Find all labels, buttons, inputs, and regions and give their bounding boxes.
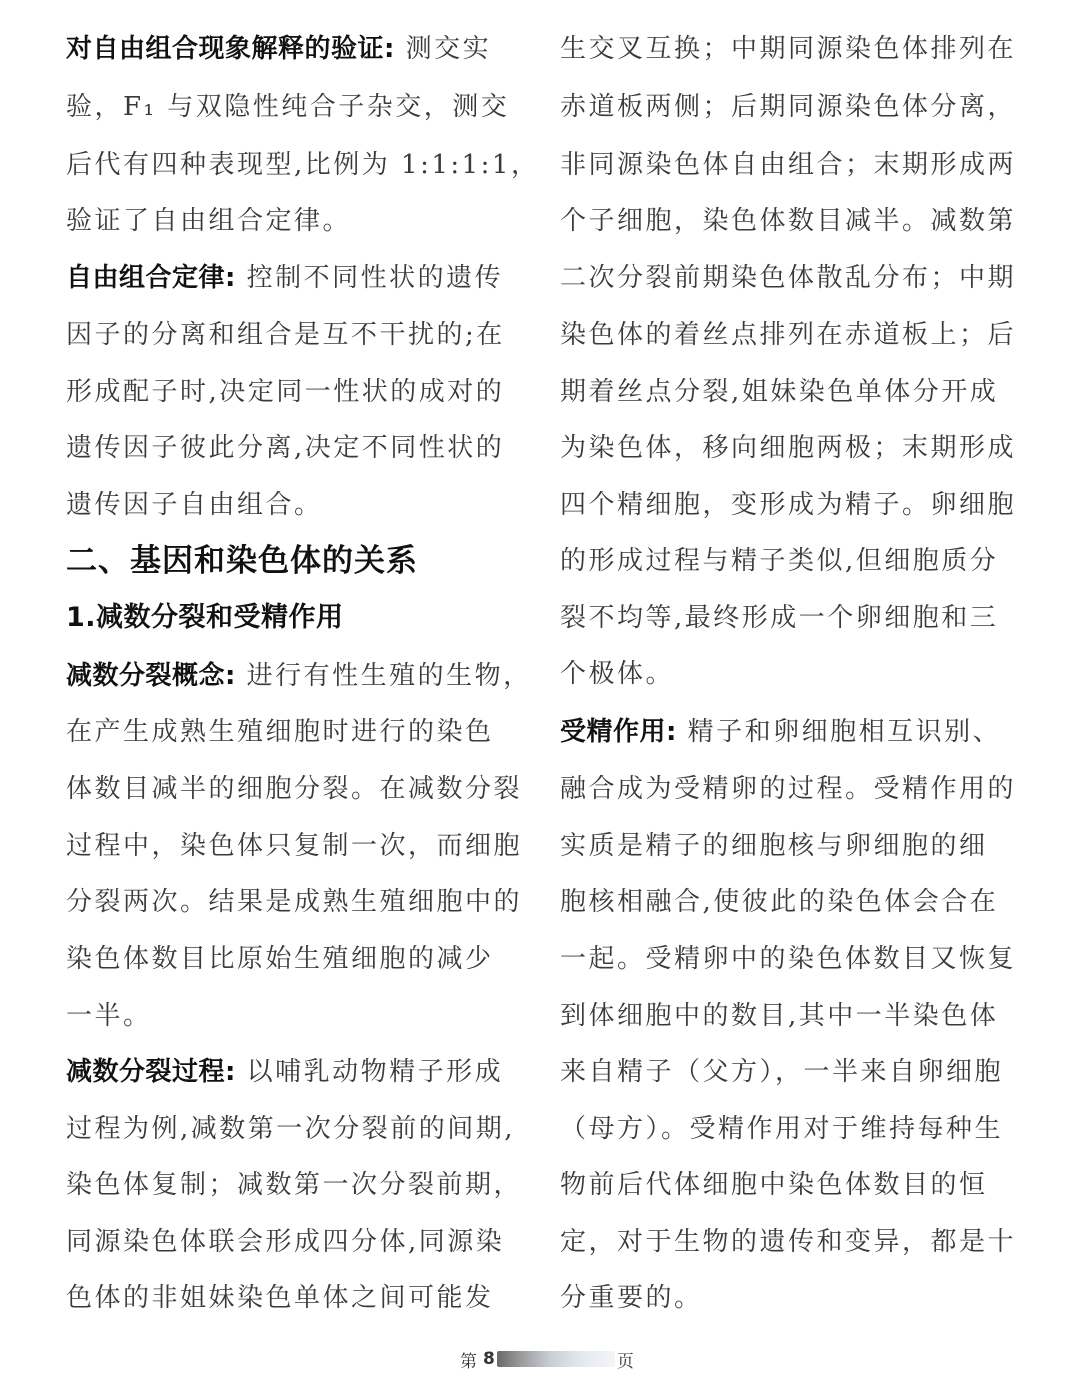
fert-line-8: （母方）。受精作用对于维持每种生 (560, 1114, 1004, 1144)
process-cont-line-6: 染色体的着丝点排列在赤道板上；后 (560, 320, 1017, 350)
section-title: 二、基因和染色体的关系 (66, 543, 418, 579)
fert-line-1: 受精作用: 精子和卵细胞相互识别、 (560, 717, 1002, 747)
page-footer (460, 1346, 634, 1372)
process-cont-line-11: 裂不均等,最终形成一个卵细胞和三 (560, 603, 999, 633)
process-cont-line-7: 期着丝点分裂,姐妹染色单体分开成 (560, 377, 999, 407)
verify-line-1: 对自由组合现象解释的验证: 测交实 (66, 34, 492, 64)
law-line-4: 遗传因子彼此分离,决定不同性状的 (66, 433, 505, 463)
concept-line-7: 一半。 (66, 1001, 152, 1031)
fert-heading: 受精作用: (560, 717, 677, 747)
process-line-5: 色体的非姐妹染色单体之间可能发 (66, 1283, 494, 1313)
concept-line-2: 在产生成熟生殖细胞时进行的染色 (66, 717, 494, 747)
process-cont-line-3: 非同源染色体自由组合；末期形成两 (560, 150, 1017, 180)
fert-line-10: 定，对于生物的遗传和变异，都是十 (560, 1227, 1017, 1257)
verify-line-4: 验证了自由组合定律。 (66, 206, 352, 236)
law-line-2: 因子的分离和组合是互不干扰的;在 (66, 320, 505, 350)
fert-line-5: 一起。受精卵中的染色体数目又恢复 (560, 944, 1017, 974)
concept-heading: 减数分裂概念: (66, 661, 236, 691)
process-cont-line-9: 四个精细胞，变形成为精子。卵细胞 (560, 490, 1017, 520)
watermark-blur (497, 1351, 615, 1367)
concept-line-3: 体数目减半的细胞分裂。在减数分裂 (66, 774, 523, 804)
process-cont-line-5: 二次分裂前期染色体散乱分布；中期 (560, 263, 1017, 293)
law-line-5: 遗传因子自由组合。 (66, 490, 323, 520)
process-line-2: 过程为例,减数第一次分裂前的间期, (66, 1114, 516, 1144)
subsection-title: 1.减数分裂和受精作用 (66, 602, 344, 633)
law-heading: 自由组合定律: (66, 263, 236, 293)
page-number: 8 (483, 1349, 495, 1369)
process-cont-line-8: 为染色体，移向细胞两极；末期形成 (560, 433, 1017, 463)
process-cont-line-1: 生交叉互换；中期同源染色体排列在 (560, 34, 1017, 64)
fert-line-2: 融合成为受精卵的过程。受精作用的 (560, 774, 1017, 804)
footer-prefix: 第 (460, 1351, 477, 1372)
fert-line-4: 胞核相融合,使彼此的染色体会合在 (560, 887, 999, 917)
process-line-4: 同源染色体联会形成四分体,同源染 (66, 1227, 505, 1257)
process-cont-line-4: 个子细胞，染色体数目减半。减数第 (560, 206, 1017, 236)
process-line-1: 减数分裂过程: 以哺乳动物精子形成 (66, 1057, 504, 1087)
concept-line-5: 分裂两次。结果是成熟生殖细胞中的 (66, 887, 523, 917)
fert-line-9: 物前后代体细胞中染色体数目的恒 (560, 1170, 988, 1200)
law-line-1: 自由组合定律: 控制不同性状的遗传 (66, 263, 504, 293)
fert-line-11: 分重要的。 (560, 1283, 703, 1313)
verify-line-2: 验，F₁ 与双隐性纯合子杂交，测交 (66, 92, 510, 122)
footer-suffix: 页 (616, 1351, 634, 1372)
fert-line-6: 到体细胞中的数目,其中一半染色体 (560, 1001, 999, 1031)
verify-line-3: 后代有四种表现型,比例为 1:1:1:1， (66, 150, 540, 180)
process-cont-line-10: 的形成过程与精子类似,但细胞质分 (560, 546, 999, 576)
fert-line-7: 来自精子（父方），一半来自卵细胞 (560, 1057, 1004, 1087)
fert-line-3: 实质是精子的细胞核与卵细胞的细 (560, 831, 988, 861)
concept-line-4: 过程中，染色体只复制一次，而细胞 (66, 831, 523, 861)
concept-line-1: 减数分裂概念: 进行有性生殖的生物， (66, 661, 532, 691)
process-cont-line-2: 赤道板两侧；后期同源染色体分离， (560, 92, 1017, 122)
process-cont-line-12: 个极体。 (560, 659, 675, 689)
verify-heading: 对自由组合现象解释的验证: (66, 34, 395, 64)
process-heading: 减数分裂过程: (66, 1057, 236, 1087)
process-line-3: 染色体复制；减数第一次分裂前期， (66, 1170, 523, 1200)
concept-line-6: 染色体数目比原始生殖细胞的减少 (66, 944, 494, 974)
law-line-3: 形成配子时,决定同一性状的成对的 (66, 377, 505, 407)
